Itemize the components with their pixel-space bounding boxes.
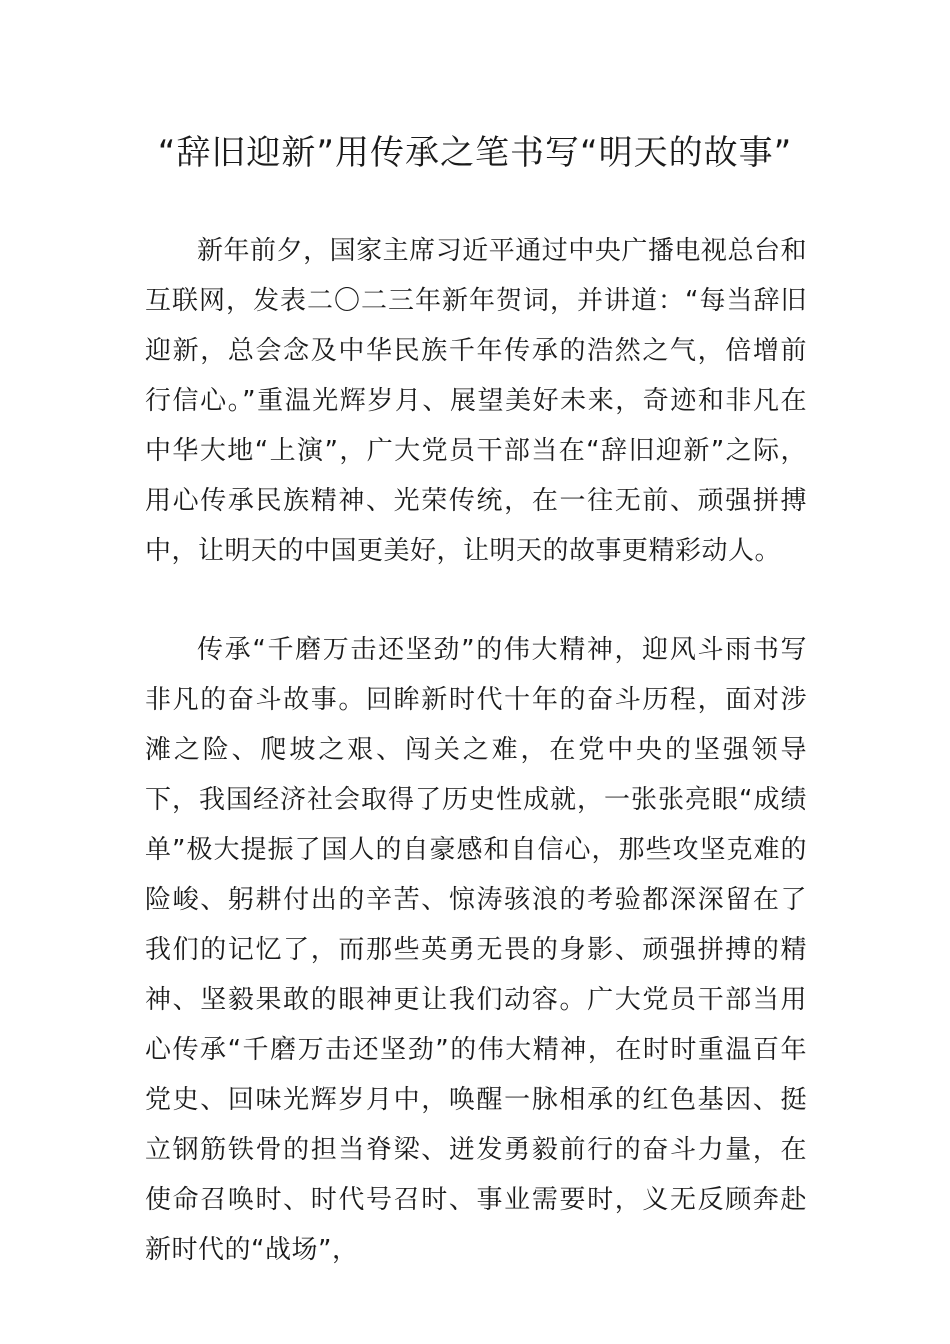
paragraph-2: 传承“千磨万击还坚劲”的伟大精神，迎风斗雨书写非凡的奋斗故事。回眸新时代十年的奋斗历程，面对涉滩之险、爬坡之艰、闯关之难，在党中央的坚强领导下，我国经济社会取得了历史性成就，一张张亮眼“成绩单”极大提振了国人的自豪感和自信心，那些攻坚克难的险峻、躬耕付出的辛苦、惊涛骇浪的考验都深深留在了我们的记忆了，而那些英勇无畏的身影、顽强拼搏的精神、坚毅果敢的眼神更让我们动容。广大党员干部当用心传承“千磨万击还坚劲”的伟大精神，在时时重温百年党史、回味光辉岁月中，唤醒一脉相承的红色基因、挺立钢筋铁骨的担当脊梁、迸发勇毅前行的奋斗力量，在使命召唤时、时代号召时、事业需要时，义无反顾奔赴新时代的“战场”， [145,635,807,1265]
paragraph-1: 新年前夕，国家主席习近平通过中央广播电视总台和互联网，发表二〇二三年新年贺词，并讲道：“每当辞旧迎新，总会念及中华民族千年传承的浩然之气，倍增前行信心。”重温光辉岁月、展望美好未来，奇迹和非凡在中华大地“上演”，广大党员干部当在“辞旧迎新”之际，用心传承民族精神、光荣传统，在一往无前、顽强拼搏中，让明天的中国更美好，让明天的故事更精彩动人。 [145,236,807,566]
document-title: “辞旧迎新”用传承之笔书写“明天的故事” [157,133,793,173]
